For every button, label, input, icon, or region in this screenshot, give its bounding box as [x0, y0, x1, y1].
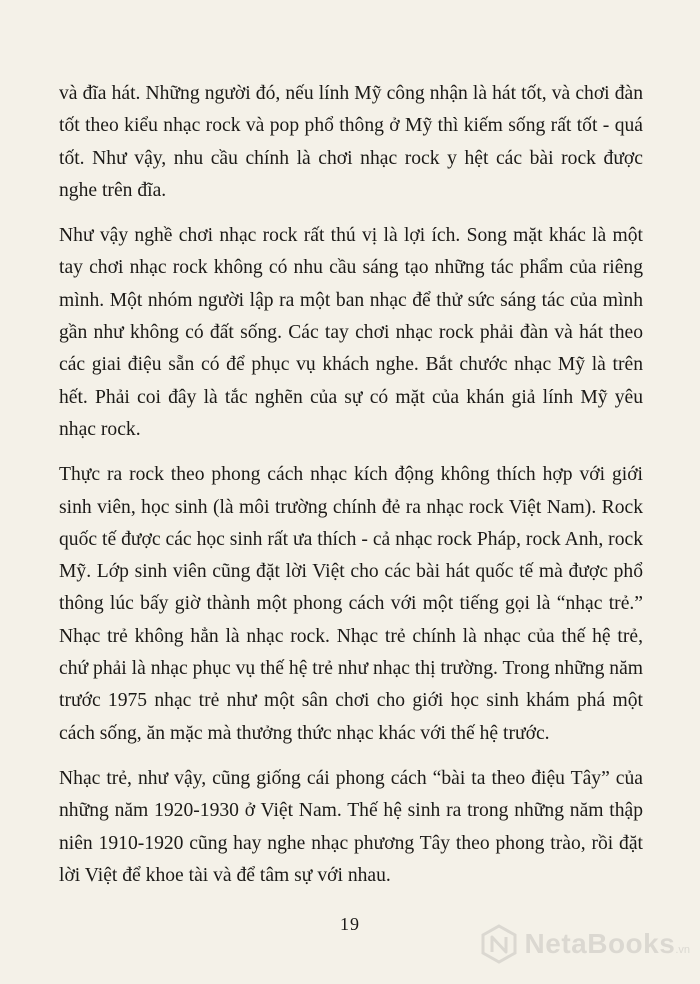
- paragraph-4: Nhạc trẻ, như vậy, cũng giống cái phong cách “bài ta theo điệu Tây” của những năm 1920-1930 ở Việt Nam. Thế hệ sinh ra trong những năm thập niên 1910-1920 cũng hay nghe nhạc phương Tây theo phong trào, rồi đặt lời Việt để khoe tài và để tâm sự với nhau.: [59, 767, 643, 886]
- paragraph-1: và đĩa hát. Những người đó, nếu lính Mỹ công nhận là hát tốt, và chơi đàn tốt theo kiểu nhạc rock và pop phổ thông ở Mỹ thì kiếm sống rất tốt - quá tốt. Như vậy, nhu cầu chính là chơi nhạc rock y hệt các bài rock được nghe trên đĩa.: [59, 83, 643, 201]
- watermark-tld: .vn: [675, 944, 690, 956]
- book-page-body: [59, 78, 643, 892]
- netabooks-logo-icon: [479, 924, 519, 964]
- watermark: [479, 924, 690, 964]
- page-number: 19: [340, 914, 360, 934]
- paragraph-2: Như vậy nghề chơi nhạc rock rất thú vị là lợi ích. Song mặt khác là một tay chơi nhạc rock không có nhu cầu sáng tạo những tác phẩm của riêng mình. Một nhóm người lập ra một ban nhạc để thử sức sáng tác của mình gần như không có đất sống. Các tay chơi nhạc rock phải đàn và hát theo các giai điệu sẵn có để phục vụ khách nghe. Bắt chước nhạc Mỹ là trên hết. Phải coi đây là tắc nghẽn của sự có mặt của khán giả lính Mỹ yêu nhạc rock.: [59, 225, 643, 440]
- paragraph-3: Thực ra rock theo phong cách nhạc kích động không thích hợp với giới sinh viên, học sinh (là môi trường chính đẻ ra nhạc rock Việt Nam). Rock quốc tế được các học sinh rất ưa thích - cả nhạc rock Pháp, rock Anh, rock Mỹ. Lớp sinh viên cũng đặt lời Việt cho các bài hát quốc tế mà được phổ thông lúc bấy giờ thành một phong cách với một tiếng gọi là “nhạc trẻ.” Nhạc trẻ không hẳn là nhạc rock. Nhạc trẻ chính là nhạc của thế hệ trẻ, chứ phải là nhạc phục vụ thế hệ trẻ như nhạc thị trường. Trong những năm trước 1975 nhạc trẻ như một sân chơi cho giới học sinh khám phá một cách sống, ăn mặc mà thưởng thức nhạc khác với thế hệ trước.: [59, 464, 643, 744]
- watermark-text: NetaBooks: [524, 928, 676, 959]
